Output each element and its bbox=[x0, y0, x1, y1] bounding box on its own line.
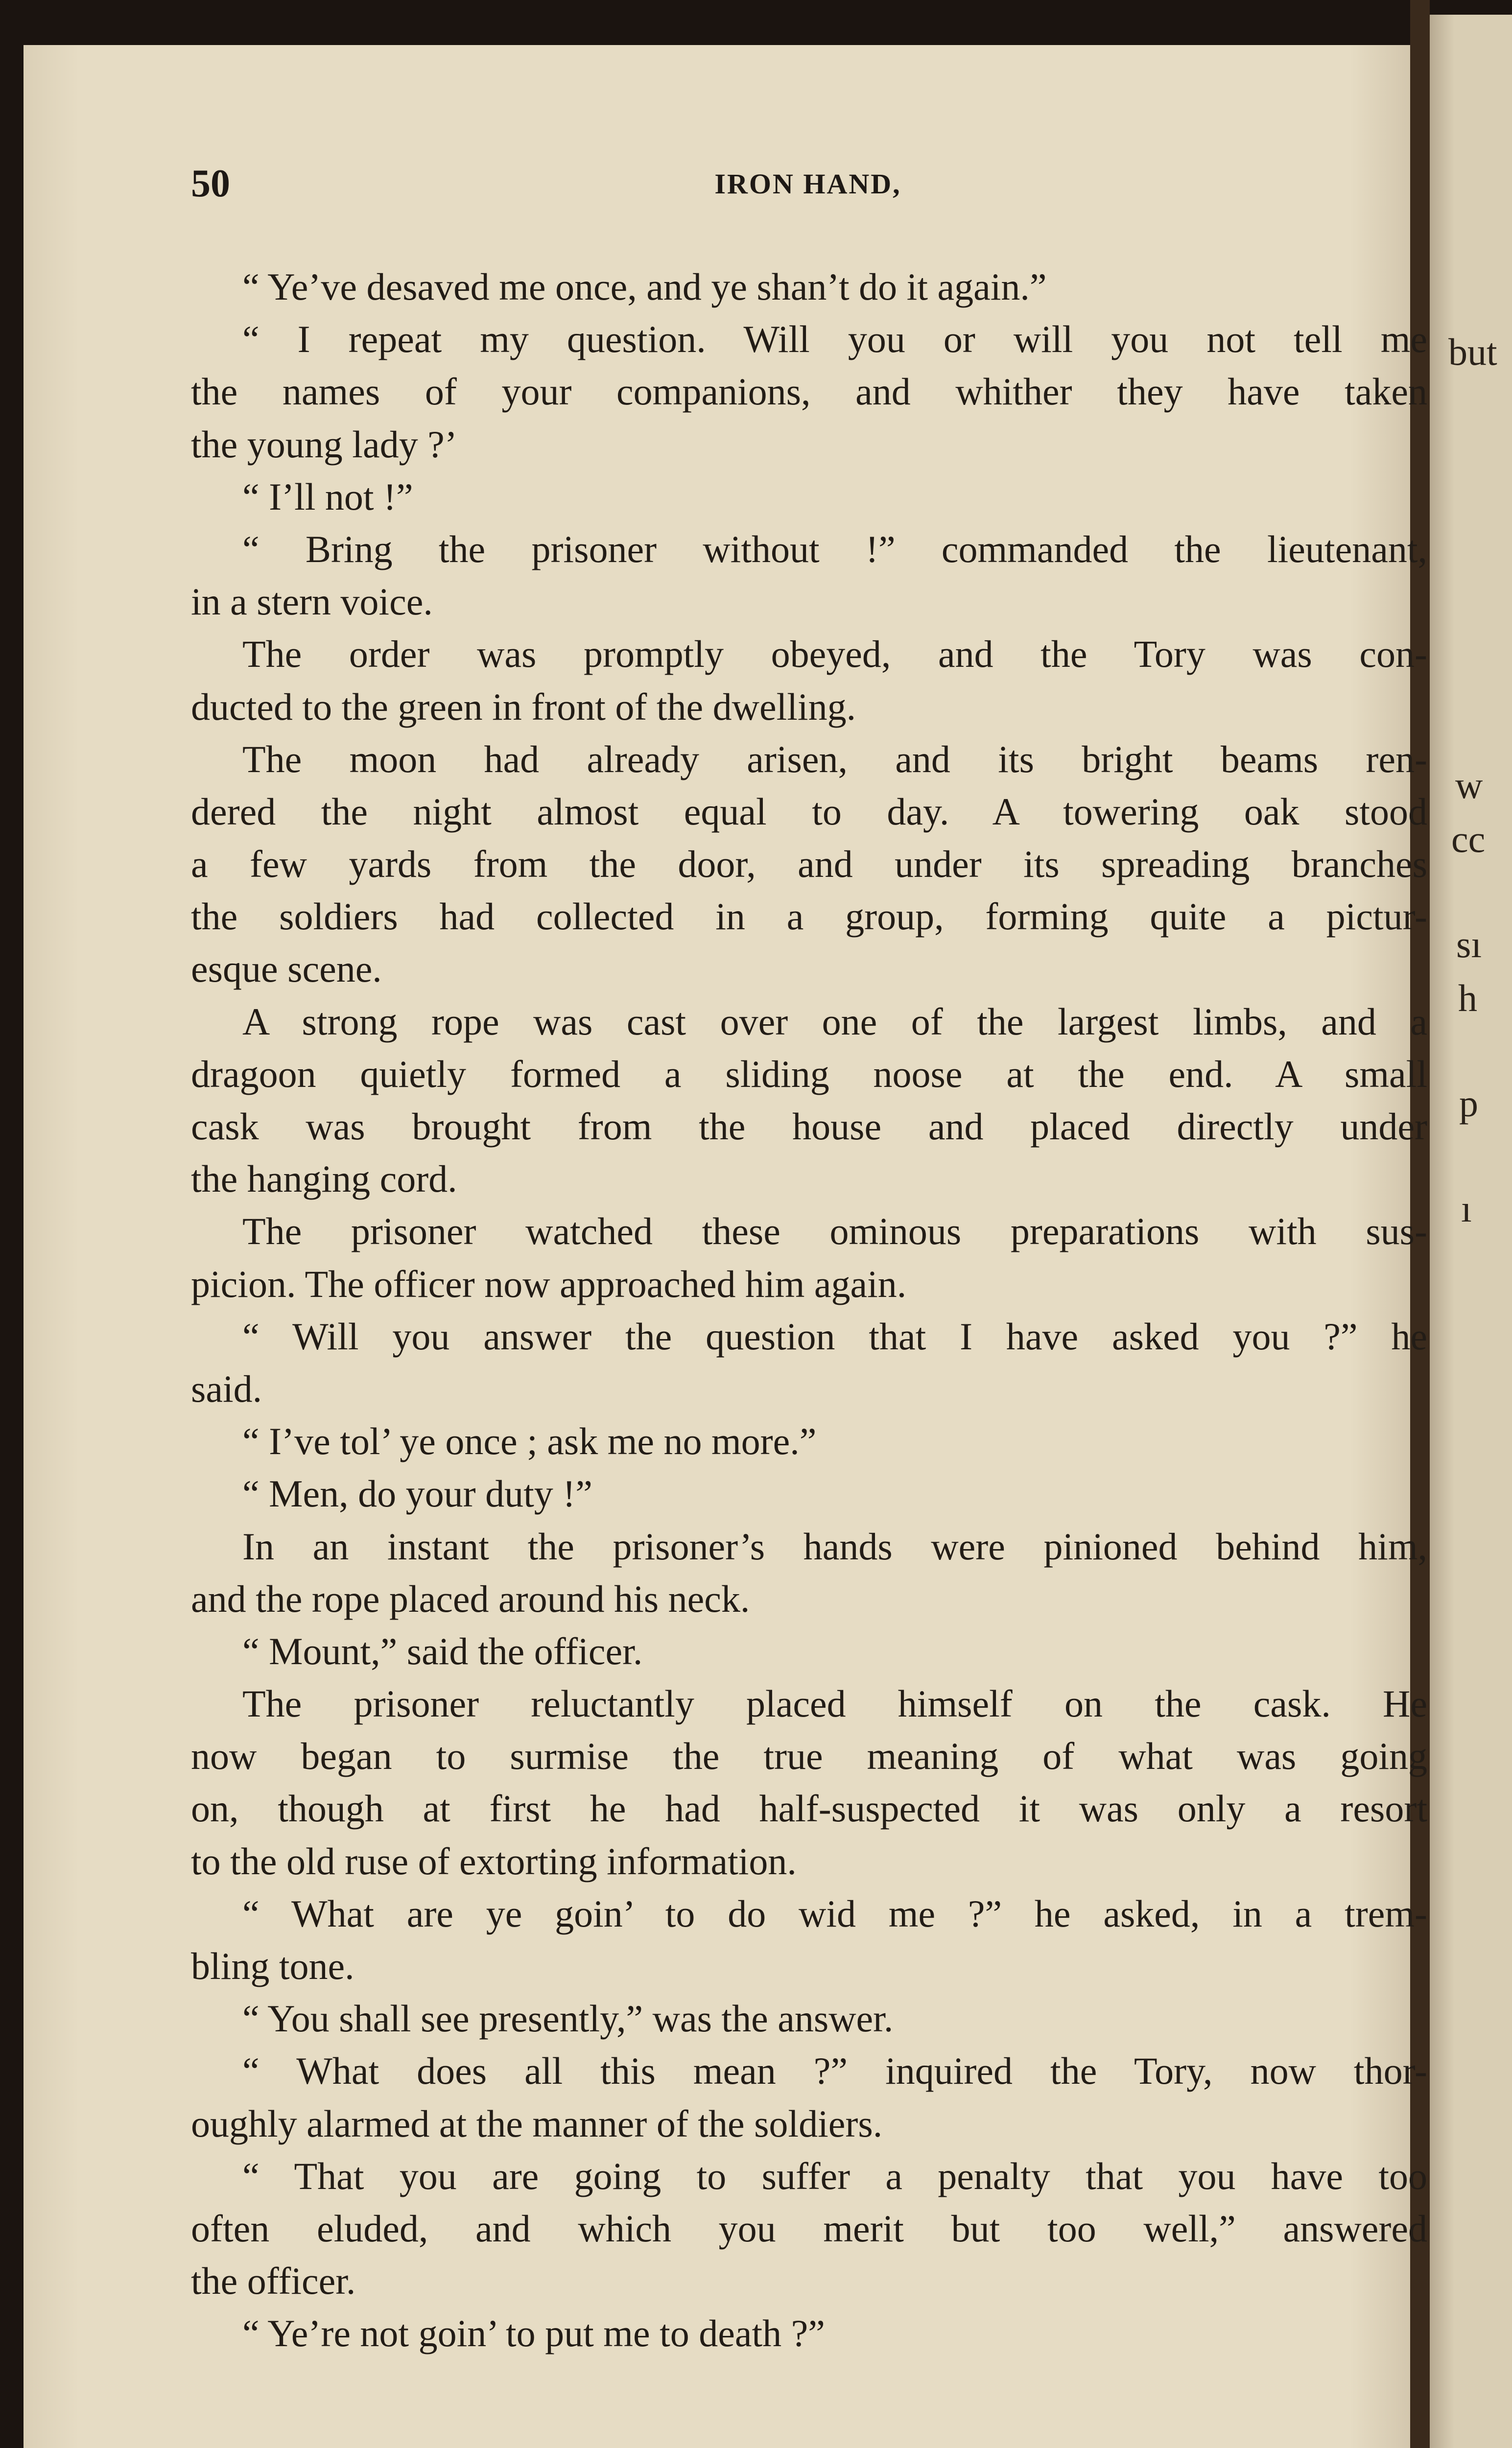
text-line: dered the night almost equal to day. A towering oak stood bbox=[191, 790, 1427, 833]
text-line: oughly alarmed at the manner of the soldiers. bbox=[191, 2102, 883, 2145]
text-line: The order was promptly obeyed, and the Tory was con- bbox=[242, 633, 1427, 676]
text-line: “ What does all this mean ?” inquired the Tory, now thor- bbox=[242, 2049, 1427, 2093]
text-line: picion. The officer now approached him again. bbox=[191, 1262, 907, 1305]
text-line: in a stern voice. bbox=[191, 580, 433, 623]
text-line: cask was brought from the house and placed directly under bbox=[191, 1105, 1427, 1148]
text-line: In an instant the prisoner’s hands were pinioned behind him, bbox=[242, 1525, 1427, 1568]
text-line: “ Bring the prisoner without !” commanded the lieutenant, bbox=[242, 527, 1427, 570]
facing-page-fragment: ı bbox=[1461, 1187, 1472, 1230]
text-line: “ I’ll not !” bbox=[242, 475, 413, 518]
text-line: esque scene. bbox=[191, 947, 382, 990]
text-line: The moon had already arisen, and its bright beams ren- bbox=[242, 737, 1427, 780]
text-line: now began to surmise the true meaning of what was going bbox=[191, 1735, 1427, 1778]
text-line: “ I repeat my question. Will you or will you not tell me bbox=[242, 318, 1427, 361]
text-line: the names of your companions, and whither they have taken bbox=[191, 370, 1427, 413]
page-number: 50 bbox=[191, 162, 230, 205]
text-line: and the rope placed around his neck. bbox=[191, 1577, 750, 1620]
text-line: the young lady ?’ bbox=[191, 423, 457, 466]
text-line: A strong rope was cast over one of the largest limbs, and a bbox=[242, 1000, 1427, 1043]
text-line: “ Ye’re not goin’ to put me to death ?” bbox=[242, 2312, 825, 2355]
facing-page-fragment: w bbox=[1455, 764, 1483, 806]
facing-page-fragment: but bbox=[1448, 330, 1497, 373]
text-line: “ I’ve tol’ ye once ; ask me no more.” bbox=[242, 1420, 817, 1463]
text-line: “ That you are going to suffer a penalty that you have too bbox=[242, 2154, 1427, 2197]
text-line: often eluded, and which you merit but too well,” answered bbox=[191, 2207, 1427, 2250]
running-head bbox=[191, 162, 1425, 220]
text-line: said. bbox=[191, 1367, 262, 1410]
text-line: bling tone. bbox=[191, 1945, 354, 1987]
facing-page-edge bbox=[1430, 15, 1512, 2448]
text-line: on, though at first he had half-suspected it was only a resort bbox=[191, 1787, 1427, 1830]
text-line: “ Will you answer the question that I have asked you ?” he bbox=[242, 1315, 1427, 1358]
text-line: dragoon quietly formed a sliding noose at the end. A small bbox=[191, 1052, 1427, 1095]
running-title: IRON HAND, bbox=[714, 168, 901, 200]
text-line: to the old ruse of extorting information. bbox=[191, 1839, 797, 1883]
text-line: “ Mount,” said the officer. bbox=[242, 1629, 643, 1672]
text-line: “ Ye’ve desaved me once, and ye shan’t do it again.” bbox=[242, 265, 1047, 308]
text-line: the hanging cord. bbox=[191, 1157, 457, 1200]
text-line: the soldiers had collected in a group, forming quite a pictur- bbox=[191, 895, 1427, 938]
text-line: a few yards from the door, and under its spreading branches bbox=[191, 843, 1427, 886]
facing-page-fragment: cc bbox=[1451, 818, 1486, 860]
text-line: The prisoner reluctantly placed himself on the cask. He bbox=[242, 1682, 1427, 1725]
text-line: “ Men, do your duty !” bbox=[242, 1472, 592, 1515]
facing-page-fragment: sı bbox=[1456, 923, 1482, 965]
text-line: ducted to the green in front of the dwelling. bbox=[191, 685, 856, 728]
facing-page-fragment: h bbox=[1458, 977, 1477, 1019]
text-line: the officer. bbox=[191, 2260, 356, 2303]
text-line: “ You shall see presently,” was the answer. bbox=[242, 1997, 894, 2040]
text-line: The prisoner watched these ominous preparations with sus- bbox=[242, 1210, 1427, 1253]
text-line: “ What are ye goin’ to do wid me ?” he asked, in a trem- bbox=[242, 1892, 1427, 1935]
facing-page-fragment: p bbox=[1459, 1082, 1478, 1125]
body-text bbox=[191, 260, 1427, 2360]
